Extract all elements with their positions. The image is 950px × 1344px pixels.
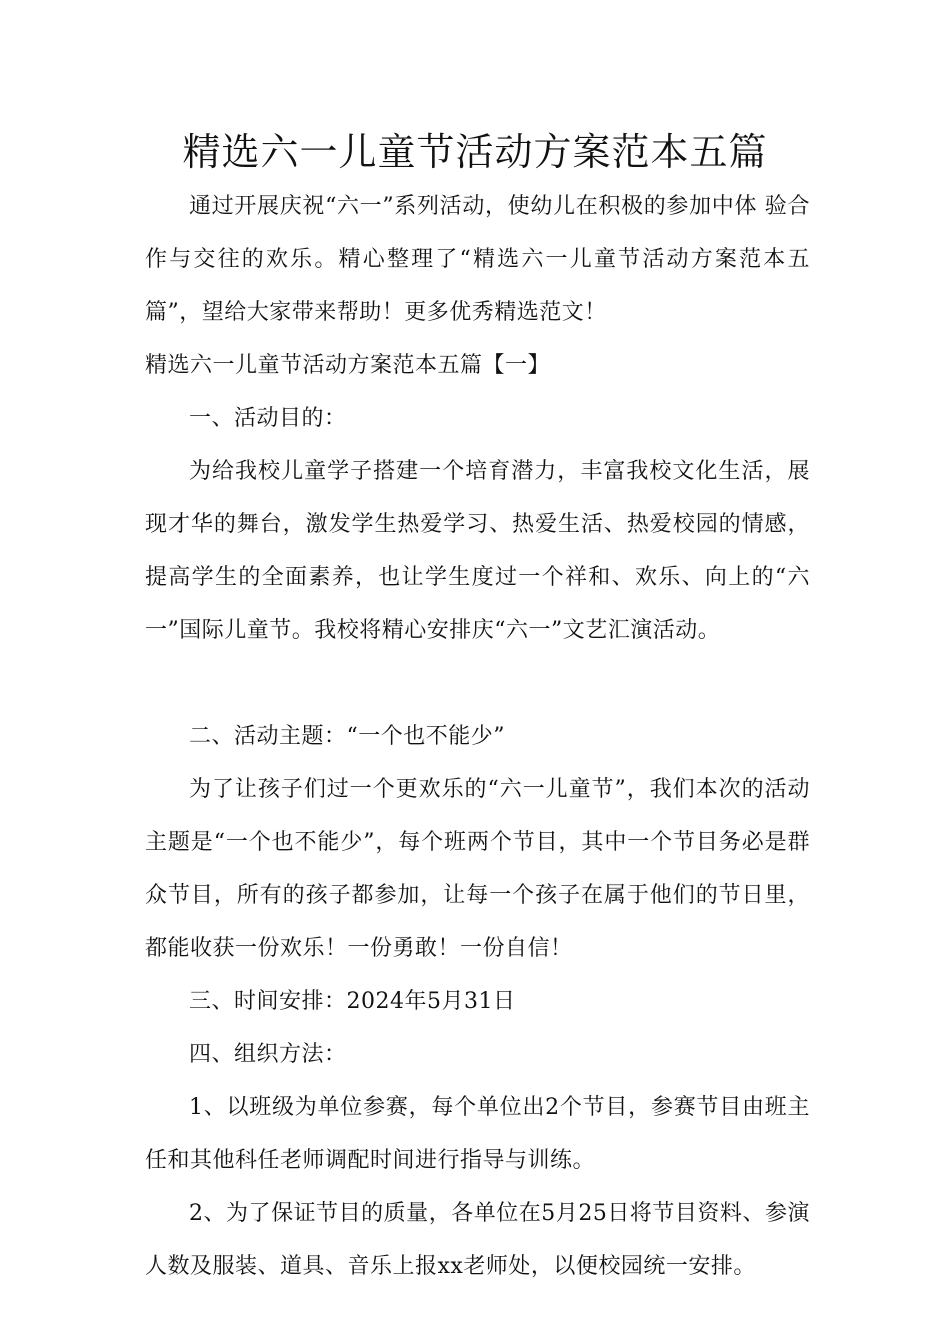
blank-line xyxy=(145,657,810,710)
intro-paragraph: 通过开展庆祝“六一”系列活动，使幼儿在积极的参加中体 验合作与交往的欢乐。精心整理了“精选六一儿童节活动方案范本五篇”，望给大家带来帮助！更多优秀精选范文！ xyxy=(145,194,810,325)
heading-activity-purpose: 一、活动目的： xyxy=(189,406,347,431)
activity-purpose-paragraph: 为给我校儿童学子搭建一个培育潜力，丰富我校文化生活，展现才华的舞台，激发学生热爱学习、热爱生活、热爱校园的情感，提高学生的全面素养，也让学生度过一个祥和、欢乐、向上的“六一”国际儿童节。我校将精心安排庆“六一”文艺汇演活动。 xyxy=(145,459,810,643)
heading-organization-method: 四、组织方法： xyxy=(189,1042,347,1067)
heading-activity-theme: 二、活动主题：“一个也不能少” xyxy=(189,724,505,749)
organization-item-1: 1、以班级为单位参赛，每个单位出2个节目，参赛节目由班主任和其他科任老师调配时间进行指导与训练。 xyxy=(145,1095,810,1173)
activity-theme-paragraph: 为了让孩子们过一个更欢乐的“六一儿童节”，我们本次的活动主题是“一个也不能少”，每个班两个节目，其中一个节目务必是群众节目，所有的孩子都参加，让每一个孩子在属于他们的节日里，都能收获一份欢乐！一份勇敢！一份自信！ xyxy=(145,777,810,961)
document-body xyxy=(145,180,810,1293)
organization-item-2: 2、为了保证节目的质量，各单位在5月25日将节目资料、参演人数及服装、道具、音乐上报xx老师处，以便校园统一安排。 xyxy=(145,1201,810,1279)
heading-time-schedule: 三、时间安排：2024年5月31日 xyxy=(189,989,516,1014)
document-title: 精选六一儿童节活动方案范本五篇 xyxy=(182,130,768,174)
section-heading-one: 精选六一儿童节活动方案范本五篇【一】 xyxy=(145,353,551,378)
